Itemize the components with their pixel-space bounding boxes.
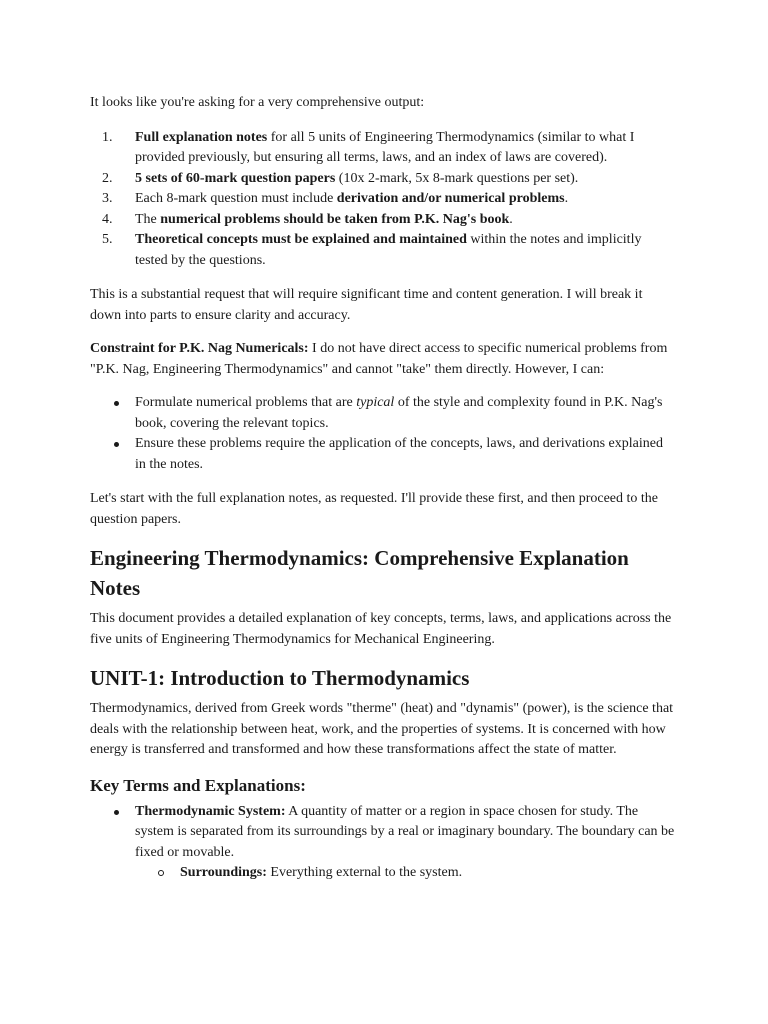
- list-item: [90, 210, 676, 231]
- requests-list: [90, 128, 676, 272]
- term-label: Thermodynamic System:: [135, 803, 286, 819]
- item-text: for all 5 units of Engineering Thermodynamics (similar to what I provided previously, but ensuring all terms, laws, and an index of laws are covered).: [135, 129, 635, 165]
- list-item: [90, 393, 676, 434]
- list-item: [90, 230, 676, 271]
- item-text: within the notes and implicitly tested by the questions.: [135, 232, 642, 268]
- bold-text: Full explanation notes: [135, 129, 268, 145]
- term-text: Everything external to the system.: [266, 865, 463, 880]
- list-item: [90, 802, 676, 864]
- item-text: (10x 2-mark, 5x 8-mark questions per set).: [335, 170, 579, 186]
- bold-text: 5 sets of 60-mark question papers: [135, 170, 336, 186]
- list-number: 4.: [102, 211, 113, 227]
- bold-text: Theoretical concepts must be explained and maintained: [135, 232, 467, 247]
- bold-text: derivation and/or numerical problems: [336, 191, 565, 206]
- item-text: Formulate numerical problems that are: [135, 395, 357, 410]
- list-item: [90, 189, 676, 210]
- item-text: .: [564, 191, 569, 206]
- list-item: [90, 169, 676, 190]
- item-text: The: [135, 211, 161, 227]
- list-number: 5.: [102, 232, 113, 247]
- terms-list: [90, 802, 676, 864]
- constraint-label: Constraint for P.K. Nag Numericals:: [90, 341, 309, 356]
- italic-text: typical: [356, 395, 395, 410]
- capabilities-list: [90, 393, 676, 475]
- term-label: Surroundings:: [180, 865, 267, 880]
- list-item: [90, 128, 676, 169]
- substantial-paragraph: This is a substantial request that will require significant time and content generation. I will break it down into parts to ensure clarity and accuracy.: [90, 287, 643, 323]
- list-number: 3.: [102, 191, 113, 206]
- intro-text: It looks like you're asking for a very comprehensive output:: [90, 95, 425, 110]
- bold-text: numerical problems should be taken from P.K. Nag's book: [160, 211, 510, 227]
- item-text: Each 8-mark question must include: [135, 191, 337, 206]
- list-number: 1.: [102, 129, 113, 145]
- unit-1-description: Thermodynamics, derived from Greek words "therme" (heat) and "dynamis" (power), is the science that deals with the relationship between heat, work, and the properties of systems. It is concerned with how energy is transferred and transformed and how these transformations affect the state of matter.: [90, 701, 674, 757]
- unit-1-heading: UNIT-1: Introduction to Thermodynamics: [90, 666, 470, 690]
- start-paragraph: Let's start with the full explanation notes, as requested. I'll provide these first, and then proceed to the question papers.: [90, 491, 658, 527]
- list-number: 2.: [102, 170, 113, 186]
- item-text: Ensure these problems require the application of the concepts, laws, and derivations explained in the notes.: [135, 436, 663, 472]
- item-text: .: [509, 211, 513, 227]
- bullet-icon: [114, 810, 119, 815]
- bullet-icon: [114, 442, 119, 447]
- document-description: This document provides a detailed explanation of key concepts, terms, laws, and applications across the five units of Engineering Thermodynamics for Mechanical Engineering.: [90, 611, 672, 647]
- bullet-icon: [114, 401, 119, 406]
- key-terms-heading: Key Terms and Explanations:: [90, 775, 306, 795]
- constraint-text: I do not have direct access to specific numerical problems from "P.K. Nag, Engineering Thermodynamics" and cannot "take" them directly. However, I can:: [90, 341, 668, 377]
- list-item: [90, 434, 676, 475]
- constraint-paragraph: [90, 339, 676, 380]
- document-title: Engineering Thermodynamics: Comprehensive Explanation Notes: [90, 546, 629, 600]
- term-text: A quantity of matter or a region in space chosen for study. The system is separated from its surroundings by a real or imaginary boundary. The boundary can be fixed or movable.: [135, 803, 675, 860]
- circle-bullet-icon: [158, 870, 164, 876]
- sub-list-item: [90, 863, 676, 884]
- item-text: of the style and complexity found in P.K. Nag's book, covering the relevant topics.: [135, 395, 663, 431]
